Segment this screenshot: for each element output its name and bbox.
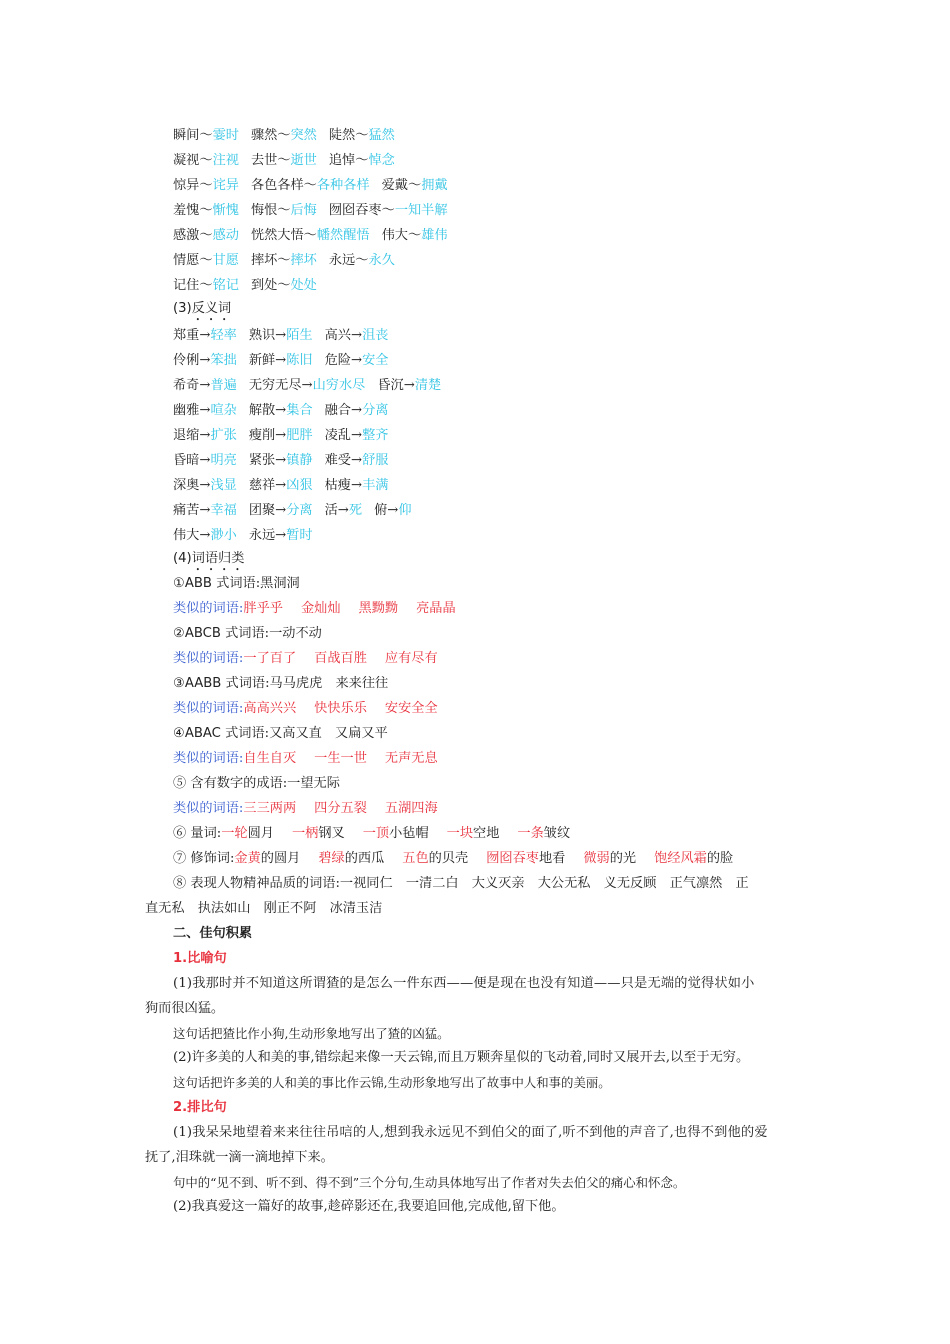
category-item: ③AABB 式词语:马马虎虎 来来往往: [173, 676, 389, 691]
antonym-row: 伟大→渺小 永远→暂时: [173, 528, 313, 543]
simile-sentence-2: (2)许多美的人和美的事,错综起来像一天云锦,而且万颗奔星似的飞动着,同时又展开去,以至于无穷。: [173, 1050, 750, 1065]
simile-sentence-1: (1)我那时并不知道这所谓猹的是怎么一件东西——便是现在也没有知道——只是无端的觉得状如小: [173, 976, 755, 991]
synonym-row: 情愿～甘愿 摔坏～摔坏 永远～永久: [173, 253, 395, 268]
modifier-line: ⑦ 修饰词:金黄的圆月 碧绿的西瓜 五色的贝壳 囫囵吞枣地看 微弱的光 饱经风霜的脸: [173, 851, 734, 866]
measure-word-line: ⑥ 量词:一轮圆月 一柄钢叉 一顶小毡帽 一块空地 一条皱纹: [173, 826, 571, 841]
similar-words: 类似的词语:自生自灭 一生一世 无声无息: [173, 751, 438, 766]
similar-words: 类似的词语:高高兴兴 快快乐乐 安安全全: [173, 701, 438, 716]
antonym-row: 深奥→浅显 慈祥→凶狠 枯瘦→丰满: [173, 478, 389, 493]
section-heading: 二、佳句积累: [173, 926, 253, 941]
synonym-row: 记住～铭记 到处～处处: [173, 278, 317, 293]
synonym-row: 惊异～诧异 各色各样～各种各样 爱戴～拥戴: [173, 178, 448, 193]
spirit-words-line: ⑧ 表现人物精神品质的词语:一视同仁 一清二白 大义灭亲 大公无私 义无反顾 正气凛然 正: [173, 876, 749, 891]
similar-words: 类似的词语:胖乎乎 金灿灿 黑黝黝 亮晶晶: [173, 601, 456, 616]
simile-note-2: 这句话把许多美的人和美的事比作云锦,生动形象地写出了故事中人和事的美丽。: [173, 1075, 611, 1090]
synonym-row: 瞬间～霎时 骤然～突然 陡然～猛然: [173, 128, 395, 143]
parallel-sentence-2: (2)我真爱这一篇好的故事,趁碎影还在,我要追回他,完成他,留下他。: [173, 1199, 565, 1214]
parallel-note-1: 句中的“见不到、听不到、得不到”三个分句,生动具体地写出了作者对失去伯父的痛心和怀念。: [173, 1175, 686, 1190]
synonym-row: 羞愧～惭愧 悔恨～后悔 囫囵吞枣～一知半解: [173, 203, 448, 218]
parallel-sentence-1: (1)我呆呆地望着来来往往吊唁的人,想到我永远见不到伯父的面了,听不到他的声音了,也得不到他的爱: [173, 1125, 768, 1140]
similar-words: 类似的词语:三三两两 四分五裂 五湖四海: [173, 801, 438, 816]
category-item: ②ABCB 式词语:一动不动: [173, 626, 322, 641]
antonym-row: 痛苦→幸福 团聚→分离 活→死 俯→仰: [173, 503, 412, 518]
spirit-words-line-cont: 直无私 执法如山 刚正不阿 冰清玉洁: [145, 901, 383, 916]
parallel-heading: 2.排比句: [173, 1100, 227, 1115]
simile-sentence-1-cont: 狗而很凶猛。: [145, 1001, 225, 1016]
similar-words: 类似的词语:一了百了 百战百胜 应有尽有: [173, 651, 438, 666]
simile-heading: 1.比喻句: [173, 951, 227, 966]
category-item: ⑤ 含有数字的成语:一望无际: [173, 776, 340, 791]
category-item: ①ABB 式词语:黑洞洞: [173, 576, 300, 591]
antonym-row: 希奇→普遍 无穷无尽→山穷水尽 昏沉→清楚: [173, 378, 442, 393]
antonym-row: 郑重→轻率 熟识→陌生 高兴→沮丧: [173, 328, 389, 343]
classify-heading: (4)词语归类: [173, 551, 245, 566]
simile-note-1: 这句话把猹比作小狗,生动形象地写出了猹的凶猛。: [173, 1026, 450, 1041]
antonym-row: 幽雅→喧杂 解散→集合 融合→分离: [173, 403, 389, 418]
antonym-row: 伶俐→笨拙 新鲜→陈旧 危险→安全: [173, 353, 389, 368]
synonym-row: 凝视～注视 去世～逝世 追悼～悼念: [173, 153, 395, 168]
antonym-row: 退缩→扩张 瘦削→肥胖 凌乱→整齐: [173, 428, 389, 443]
category-item: ④ABAC 式词语:又高又直 又扁又平: [173, 726, 388, 741]
parallel-sentence-1-cont: 抚了,泪珠就一滴一滴地掉下来。: [145, 1150, 334, 1165]
antonym-row: 昏暗→明亮 紧张→镇静 难受→舒服: [173, 453, 389, 468]
antonym-heading: (3)反义词: [173, 301, 232, 316]
synonym-row: 感激～感动 恍然大悟～幡然醒悟 伟大～雄伟: [173, 228, 448, 243]
